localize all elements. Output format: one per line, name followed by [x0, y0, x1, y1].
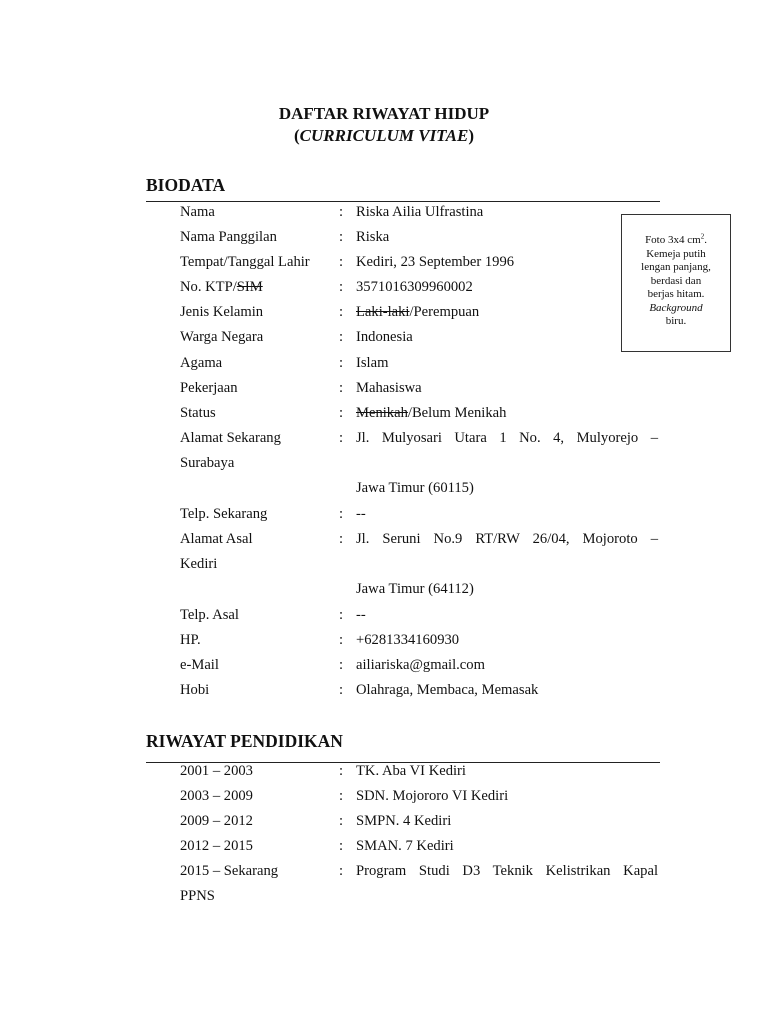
colon: : — [339, 329, 344, 345]
label-nama-panggilan: Nama Panggilan — [180, 229, 277, 245]
value-alamat-asal-line3: Jawa Timur (64112) — [356, 581, 474, 597]
education-school: SMPN. 4 Kediri — [356, 813, 452, 829]
subtitle-open-paren: ( — [294, 126, 300, 145]
colon: : — [339, 204, 344, 220]
section-heading-biodata: BIODATA — [146, 175, 226, 195]
value-struck-option: Menikah — [356, 405, 408, 421]
label-hp: HP. — [180, 632, 201, 648]
colon: : — [339, 405, 344, 421]
photo-line-3: lengan panjang, — [641, 261, 711, 273]
photo-line-4: berdasi dan — [650, 274, 702, 287]
label-email: e-Mail — [180, 657, 219, 673]
colon: : — [339, 682, 344, 698]
label-alamat-sekarang: Alamat Sekarang — [180, 430, 281, 446]
value-selected-option: /Belum Menikah — [407, 405, 507, 421]
value-selected-option: /Perempuan — [409, 304, 480, 320]
education-school: TK. Aba VI Kediri — [356, 763, 466, 779]
label-hobi: Hobi — [180, 682, 210, 698]
photo-background-word: Background — [649, 301, 703, 314]
value-pekerjaan: Mahasiswa — [356, 380, 422, 396]
education-period: 2003 – 2009 — [180, 788, 253, 804]
colon: : — [339, 254, 344, 270]
label-telp-asal: Telp. Asal — [180, 607, 239, 623]
label-jenis-kelamin: Jenis Kelamin — [180, 304, 264, 320]
subtitle-italic: CURRICULUM VITAE — [299, 126, 469, 145]
value-jenis-kelamin — [356, 304, 479, 321]
label-tempat-tanggal-lahir: Tempat/Tanggal Lahir — [180, 254, 310, 270]
label-telp-sekarang: Telp. Sekarang — [180, 506, 268, 522]
colon: : — [339, 304, 344, 320]
colon: : — [339, 506, 344, 522]
value-alamat-asal-line1: Jl. Seruni No.9 RT/RW 26/04, Mojoroto – — [356, 531, 658, 547]
photo-line-5: berjas hitam. — [647, 288, 705, 300]
photo-line-2: Kemeja putih — [646, 247, 706, 260]
photo-line-1 — [622, 234, 730, 248]
label-agama: Agama — [180, 355, 223, 371]
colon: : — [339, 763, 344, 779]
label-alamat-asal: Alamat Asal — [180, 531, 253, 547]
value-nama-panggilan: Riska — [356, 229, 390, 245]
colon: : — [339, 531, 344, 547]
value-hp: +6281334160930 — [356, 632, 460, 648]
photo-placeholder — [621, 214, 731, 352]
label-ktp-text: No. KTP/ — [180, 279, 237, 295]
section-heading-pendidikan: RIWAYAT PENDIDIKAN — [146, 731, 343, 751]
value-alamat-sekarang-line3: Jawa Timur (60115) — [356, 480, 474, 496]
label-no-ktp — [180, 279, 263, 296]
photo-line-6 — [622, 302, 730, 316]
page-subtitle — [0, 126, 768, 146]
value-alamat-asal-line2: Kediri — [180, 556, 218, 572]
value-email: ailiariska@gmail.com — [356, 657, 485, 673]
education-school-line2: PPNS — [180, 888, 215, 904]
label-nama: Nama — [180, 204, 215, 220]
photo-line-7: biru. — [665, 315, 687, 327]
colon: : — [339, 813, 344, 829]
value-tempat-tanggal-lahir: Kediri, 23 September 1996 — [356, 254, 515, 270]
colon: : — [339, 863, 344, 879]
colon: : — [339, 657, 344, 673]
label-sim-struck: SIM — [236, 279, 263, 295]
education-period: 2001 – 2003 — [180, 763, 253, 779]
colon: : — [339, 632, 344, 648]
colon: : — [339, 380, 344, 396]
colon: : — [339, 430, 344, 446]
colon: : — [339, 607, 344, 623]
education-period: 2012 – 2015 — [180, 838, 253, 854]
value-nama: Riska Ailia Ulfrastina — [356, 204, 484, 220]
value-alamat-sekarang-line2: Surabaya — [180, 455, 235, 471]
colon: : — [339, 838, 344, 854]
colon: : — [339, 355, 344, 371]
label-warga-negara: Warga Negara — [180, 329, 264, 345]
value-alamat-sekarang-line1: Jl. Mulyosari Utara 1 No. 4, Mulyorejo – — [356, 430, 658, 446]
value-hobi: Olahraga, Membaca, Memasak — [356, 682, 539, 698]
section-divider — [146, 201, 660, 202]
education-school: SDN. Mojororo VI Kediri — [356, 788, 509, 804]
value-telp-asal: -- — [356, 607, 366, 623]
photo-line1-end: . — [704, 234, 707, 246]
education-period: 2015 – Sekarang — [180, 863, 279, 879]
colon: : — [339, 229, 344, 245]
value-status — [356, 405, 506, 422]
photo-sup: 2 — [700, 232, 705, 241]
colon: : — [339, 788, 344, 804]
label-status: Status — [180, 405, 216, 421]
subtitle-close-paren: ) — [468, 126, 474, 145]
colon: : — [339, 279, 344, 295]
value-warga-negara: Indonesia — [356, 329, 413, 345]
education-period: 2009 – 2012 — [180, 813, 253, 829]
photo-size-text: Foto 3x4 cm — [645, 234, 701, 246]
value-agama: Islam — [356, 355, 389, 371]
value-no-ktp: 3571016309960002 — [356, 279, 473, 295]
value-telp-sekarang: -- — [356, 506, 366, 522]
value-struck-option: Laki-laki — [356, 304, 410, 320]
page-title: DAFTAR RIWAYAT HIDUP — [278, 104, 490, 123]
label-pekerjaan: Pekerjaan — [180, 380, 238, 396]
education-school: Program Studi D3 Teknik Kelistrikan Kapal — [356, 863, 658, 879]
education-school: SMAN. 7 Kediri — [356, 838, 454, 854]
